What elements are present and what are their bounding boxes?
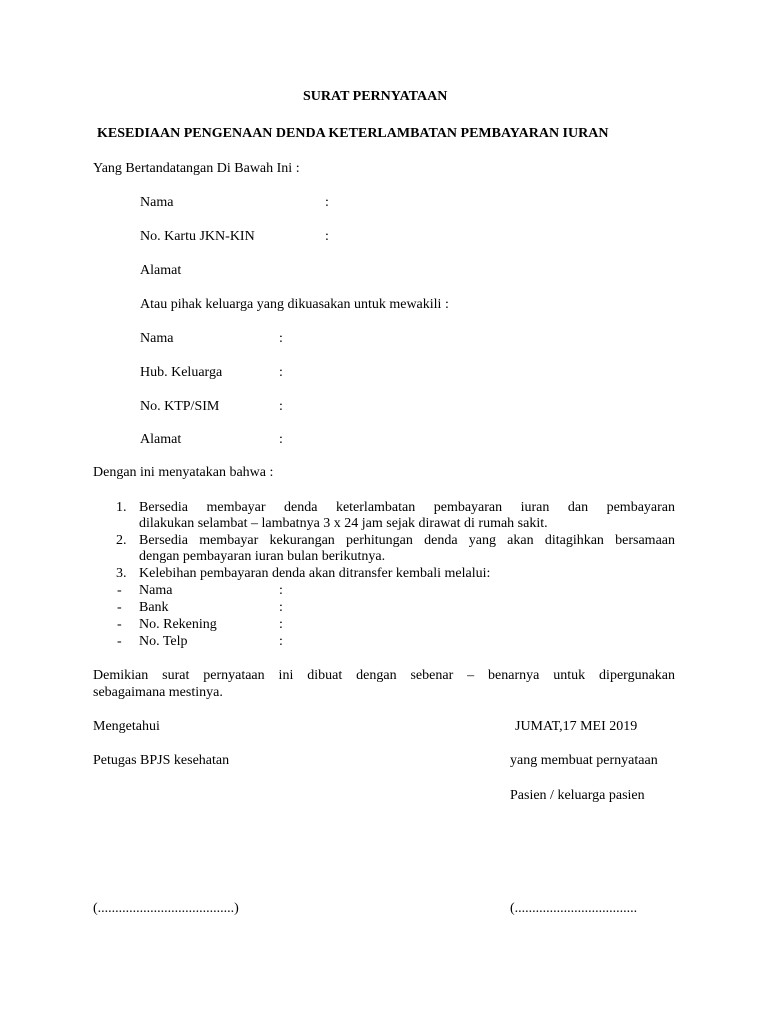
maker-label: yang membuat pernyataan — [510, 753, 658, 768]
known-label: Mengetahui — [93, 719, 160, 734]
bank-label-telp: No. Telp — [139, 634, 188, 649]
bank-label-bank: Bank — [139, 600, 169, 615]
item-text: Bersedia membayar denda keterlambatan pembayaran iuran dan pembayaran — [139, 500, 675, 515]
bank-label-rekening: No. Rekening — [139, 617, 217, 632]
officer-label: Petugas BPJS kesehatan — [93, 753, 230, 768]
item-text: dengan pembayaran iuran bulan berikutnya. — [139, 549, 386, 564]
field-colon: : — [279, 583, 283, 598]
field-label-nama: Nama — [140, 195, 174, 210]
field-colon: : — [279, 432, 283, 447]
item-text: Kelebihan pembayaran denda akan ditransfer kembali melalui: — [139, 566, 491, 581]
rep-label-alamat: Alamat — [140, 432, 182, 447]
document-title: SURAT PERNYATAAN — [303, 89, 448, 104]
bank-dash: - — [117, 600, 122, 615]
representative-intro: Atau pihak keluarga yang dikuasakan untuk mewakili : — [140, 297, 449, 312]
bank-dash: - — [117, 583, 122, 598]
role-label: Pasien / keluarga pasien — [510, 788, 645, 803]
date-text: JUMAT,17 MEI 2019 — [515, 719, 638, 734]
item-number: 1. — [116, 500, 127, 515]
field-colon: : — [325, 195, 329, 210]
item-text: Bersedia membayar kekurangan perhitungan denda yang akan ditagihkan bersamaan — [139, 533, 675, 548]
statement-intro: Dengan ini menyatakan bahwa : — [93, 465, 274, 480]
left-signature-line: (.......................................) — [93, 901, 239, 916]
field-label-kartu: No. Kartu JKN-KIN — [140, 229, 255, 244]
field-colon: : — [279, 331, 283, 346]
closing-text: Demikian surat pernyataan ini dibuat dengan sebenar – benarnya untuk dipergunakan — [93, 668, 675, 683]
field-colon: : — [279, 634, 283, 649]
bank-label-nama: Nama — [139, 583, 173, 598]
field-colon: : — [325, 229, 329, 244]
item-number: 2. — [116, 533, 127, 548]
item-text: dilakukan selambat – lambatnya 3 x 24 jam sejak dirawat di rumah sakit. — [139, 516, 548, 531]
rep-label-hub: Hub. Keluarga — [140, 365, 223, 380]
right-signature-line: (................................... — [510, 901, 638, 916]
bank-dash: - — [117, 634, 122, 649]
bank-dash: - — [117, 617, 122, 632]
closing-text: sebagaimana mestinya. — [93, 685, 223, 700]
field-colon: : — [279, 617, 283, 632]
rep-label-nama: Nama — [140, 331, 174, 346]
intro-text: Yang Bertandatangan Di Bawah Ini : — [93, 161, 300, 176]
field-colon: : — [279, 399, 283, 414]
item-number: 3. — [116, 566, 127, 581]
field-colon: : — [279, 600, 283, 615]
document-subtitle: KESEDIAAN PENGENAAN DENDA KETERLAMBATAN PEMBAYARAN IURAN — [97, 126, 609, 141]
rep-label-ktp: No. KTP/SIM — [140, 399, 220, 414]
field-label-alamat: Alamat — [140, 263, 182, 278]
field-colon: : — [279, 365, 283, 380]
